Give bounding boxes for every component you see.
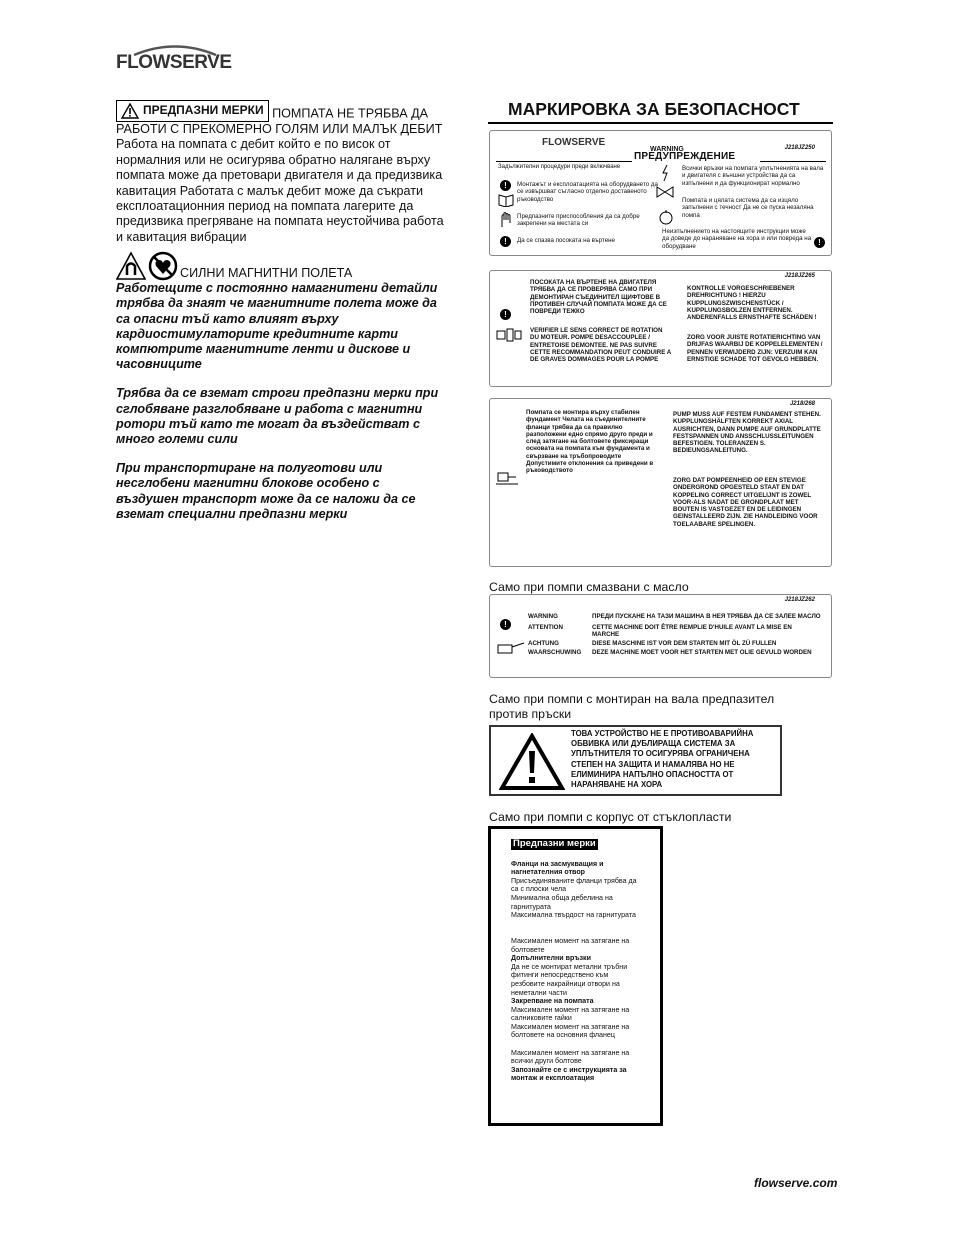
label4-t4: DEZE MACHINE MOET VOOR HET STARTEN MET OLIE GEVULD WORDEN bbox=[592, 649, 812, 656]
guard-line: НАРАНЯВАНЕ НА ХОРА bbox=[571, 780, 663, 790]
magnetic-heading bbox=[116, 251, 466, 281]
label1-warning-bg: ПРЕДУПРЕЖДЕНИЕ bbox=[634, 151, 736, 162]
label3-nl: ZORG DAT POMPEENHEID OP EEN STEVIGE ONDERGROND OPGESTELD STAAT EN DAT KOPPELING CORRECT UITGELIJNT IS ZOWEL VOOR-ALS NADAT DE GRONDPLAAT MET BOUTEN IS VASTGEZET EN DE LEIDINGEN GEINSTALLEERD ZIJN. ZIE HANDLEIDING VOOR TOELAABARE SPELINGEN. bbox=[673, 477, 818, 528]
text-line: компютрите магнитните ленти и дискове и bbox=[116, 342, 411, 357]
label3-code: J218/268 bbox=[789, 401, 815, 407]
text-line: предизвика прегряване на помпата неустойчива работа bbox=[116, 214, 444, 229]
label4-t2: CETTE MACHINE DOIT ÊTRE REMPLIE D'HUILE AVANT LA MISE EN MARCHE bbox=[592, 624, 792, 639]
left-column bbox=[116, 100, 466, 522]
text-line: експлоатационния период на помпата лагерите да bbox=[116, 199, 414, 214]
label4-exclaim-icon: ! bbox=[500, 619, 511, 630]
box-line: Максимален момент на затягане на bbox=[511, 1048, 630, 1057]
magnet-hazard-icon bbox=[116, 251, 146, 281]
warning-triangle-icon bbox=[121, 103, 139, 119]
label4-w3: ACHTUNG bbox=[528, 640, 559, 647]
box-line bbox=[511, 928, 661, 937]
caption-oil: Само при помпи смазвани с масло bbox=[489, 580, 689, 594]
box-line: Присъединяваните фланци трябва да bbox=[511, 876, 637, 885]
text-line: несглобени магнитни блокове особено с bbox=[116, 476, 380, 491]
box-line: всички други болтове bbox=[511, 1057, 582, 1066]
label3-de: PUMP MUSS AUF FESTEM FUNDAMENT STEHEN. KUPPLUNGSHÄLFTEN KORREKT AXIAL AUSRICHTEN, DANN PUMPE AUF GRUNDPLATTE FESTSPANNEN UND ANSSCHLUSSLEITUNGEN BEFESTIGEN. TOLERANZEN S. BEDIEUNGSANLEITUNG. bbox=[673, 411, 821, 455]
guard-label bbox=[489, 725, 782, 796]
oil-can-icon bbox=[496, 641, 526, 655]
foundation-icon bbox=[496, 469, 518, 487]
label2-code: J218JZ265 bbox=[784, 273, 815, 279]
text-line: много големи сили bbox=[116, 432, 238, 447]
text-line: Работа на помпата с дебит който е по висок от bbox=[116, 137, 391, 152]
p1-body bbox=[116, 122, 466, 245]
caption-guard bbox=[489, 692, 829, 722]
pump-fill-icon bbox=[658, 209, 674, 225]
text-line: и кавитация вибрации bbox=[116, 229, 247, 244]
magnetic-para-1 bbox=[116, 281, 466, 372]
caption-line: против пръски bbox=[489, 707, 572, 721]
safety-label-3 bbox=[489, 398, 832, 567]
text-line: нормалния или не осигурява обратно налягане върху bbox=[116, 152, 431, 167]
label1-right-3: Неизпълнението на настоящите инструкции може да доведе до нараняване на хора и или повреда на оборудване bbox=[662, 228, 812, 250]
label1-left-3: Да се спазва посоката на въртене bbox=[517, 237, 615, 244]
box-line: болтовете bbox=[511, 945, 545, 954]
label1-exclaim-icon-2: ! bbox=[500, 236, 511, 247]
guard-text bbox=[571, 729, 781, 790]
text-line: трябва да знаят че магнитните полета може да bbox=[116, 296, 437, 311]
precaution-box-lines bbox=[511, 860, 661, 1083]
box-line: гарнитурата bbox=[511, 902, 551, 911]
box-line bbox=[511, 1040, 661, 1049]
box-line: Закрепване на помпата bbox=[511, 997, 594, 1006]
caption-fiber: Само при помпи с корпус от стъклопласти bbox=[489, 810, 732, 824]
label4-w4: WAARSCHUWING bbox=[528, 649, 582, 656]
box-line: нагнетателния отвор bbox=[511, 868, 585, 877]
box-line bbox=[511, 920, 661, 929]
label2-bg: ПОСОКАТА НА ВЪРТЕНЕ НА ДВИГАТЕЛЯ ТРЯБВА ДА СЕ ПРОВЕРЯВА САМО ПРИ ДЕМОНТИРАН СЪЕДИНИТЕЛ ЩИФТОВЕ В ПРОТИВЕН СЛУЧАЙ ПОМПАТА МОЖЕ ДА СЕ ПОВРЕДИ ТЕЖКО bbox=[530, 279, 667, 316]
box-line: монтаж и експлоатация bbox=[511, 1074, 595, 1083]
box-line: Фланци на засмукващия и bbox=[511, 859, 604, 868]
label1-warning: WARNING bbox=[650, 146, 684, 153]
label1-logo: FLOWSERVE bbox=[542, 137, 606, 148]
guard-line: ТОВА УСТРОЙСТВО НЕ Е ПРОТИВОАВАРИЙНА bbox=[571, 729, 754, 738]
safety-label-4 bbox=[489, 594, 832, 678]
guard-line: ЕЛИМИНИРА НАПЪЛНО ОПАСНОСТТА ОТ bbox=[571, 769, 734, 779]
label1-right-1: Всички връзки на помпата уплътненията на вала и двигателя с външни устройства да са изпълнени и да функционират нормално bbox=[682, 165, 824, 187]
text-line: часовниците bbox=[116, 357, 202, 372]
label2-exclaim-icon: ! bbox=[500, 309, 511, 320]
electric-bolt-icon bbox=[660, 164, 672, 182]
label4-t1: ПРЕДИ ПУСКАНЕ НА ТАЗИ МАШИНА В НЕЯ ТРЯБВА ДА СЕ ЗАЛЕЕ МАСЛО bbox=[592, 613, 821, 620]
label1-code: J218JZ250 bbox=[784, 145, 815, 151]
box-line: Максимален момент на затягане на bbox=[511, 936, 630, 945]
box-line: Минимална обща дебелина на bbox=[511, 893, 613, 902]
box-line: болтовете на основния фланец bbox=[511, 1031, 615, 1040]
precaution-box-content bbox=[511, 839, 661, 1083]
label4-t3: DIESE MASCHINE IST VOR DEM STARTEN MIT ÖL ZÜ FULLEN bbox=[592, 640, 777, 647]
magnetic-title: СИЛНИ МАГНИТНИ ПОЛЕТА bbox=[180, 265, 353, 280]
box-line: Максимален момент на затягане на bbox=[511, 1005, 630, 1014]
label1-left-1: Монтажът и експлоатацията на оборудването да се извършват съгласно отделно доставеното ръководство bbox=[517, 181, 658, 203]
text-line: Работещите с постоянно намагнитени детайли bbox=[116, 281, 438, 296]
precaution-label: ПРЕДПАЗНИ МЕРКИ bbox=[116, 100, 269, 122]
warning-triangle-large-icon bbox=[499, 733, 565, 791]
label1-exclaim-icon-3: ! bbox=[814, 237, 825, 248]
section-title: МАРКИРОВКА ЗА БЕЗОПАСНОСТ bbox=[508, 99, 800, 119]
label1-exclaim-icon-1: ! bbox=[500, 180, 511, 191]
label1-left-2: Предпазните приспособления да са добре закрепени на местата си bbox=[517, 213, 640, 228]
label2-fr: VERIFIER LE SENS CORRECT DE ROTATION DU MOTEUR. POMPE DESACCOUPLEE / ENTRETOISE DEMONTEE. NE PAS SUIVRE CETTE RECOMMANDATION PEUT CONDUIRE A DE GRAVES DOMMAGES POUR LA POMPE bbox=[530, 327, 672, 364]
p1-lead: ПОМПАТА НЕ ТРЯБВА ДА bbox=[272, 106, 429, 121]
label1-rule-right bbox=[760, 161, 826, 162]
magnetic-para-3 bbox=[116, 461, 466, 522]
no-pacemaker-icon bbox=[148, 251, 178, 281]
label1-rule-left bbox=[496, 161, 632, 162]
text-line: помпата може да претовари двигателя и да предизвика bbox=[116, 168, 443, 183]
precaution-paragraph bbox=[116, 100, 466, 245]
label2-nl: ZORG VOOR JUISTE ROTATIERICHTING VAN DRIJFAS WAARBIJ DE KOPPELELEMENTEN / PENNEN VERWIJDERD ZIJN: VERZUIM KAN ERNSTIGE SCHADE TOT GEVOLG HEBBEN. bbox=[687, 334, 823, 363]
box-line: салниковите гайки bbox=[511, 1014, 572, 1023]
guard-line: СТЕПЕН НА ЗАЩИТА И НАМАЛЯВА НО НЕ bbox=[571, 759, 735, 769]
box-line: Запознайте се с инструкцията за bbox=[511, 1065, 627, 1074]
text-line: вземат специални предпазни мерки bbox=[116, 506, 348, 521]
precaution-box-title: Предпазни мерки bbox=[513, 838, 596, 849]
label1-right-2: Помпата и цялата система да са изцяло запълнени с течност Да не се пуска незаляна помпа bbox=[682, 197, 814, 219]
text-line: кавитация Работата с малък дебит може да съкрати bbox=[116, 183, 424, 198]
logo-text: FLOWSERVE bbox=[116, 52, 232, 73]
box-line: неметални части bbox=[511, 988, 567, 997]
text-line: кардиостимулаторите кредитните карти bbox=[116, 326, 398, 341]
text-line: При транспортиране на полуготови или bbox=[116, 461, 383, 476]
guard-line: ОБВИВКА ИЛИ ДУБЛИРАЩА СИСТЕМА ЗА bbox=[571, 739, 736, 749]
manual-book-icon bbox=[498, 193, 514, 207]
text-line: РАБОТИ С ПРЕКОМЕРНО ГОЛЯМ ИЛИ МАЛЪК ДЕБИТ bbox=[116, 122, 443, 136]
precaution-box-fiber bbox=[488, 826, 663, 1126]
label4-code: J218JZ262 bbox=[784, 597, 815, 603]
footer-site: flowserve.com bbox=[754, 1176, 838, 1190]
text-line: Трябва да се вземат строги предпазни мерки при bbox=[116, 386, 439, 401]
box-line: са с плоски чела bbox=[511, 885, 567, 894]
text-line: въздушен транспорт може да се наложи да се bbox=[116, 491, 416, 506]
box-line: Допълнителни връзки bbox=[511, 954, 591, 963]
box-line: Максимална твърдост на гарнитурата bbox=[511, 911, 636, 920]
flowserve-logo bbox=[116, 44, 232, 86]
guard-hand-icon bbox=[498, 211, 514, 229]
label2-de: KONTROLLE VORGESCHRIEBENER DREHRICHTUNG ! HIERZU KUPPLUNGSZWISCHENSTÜCK / KUPPLUNGSBOLZEN ENTFERNEN. ANDERENFALLS ERNSTHAFTE SCHÄDEN ! bbox=[687, 285, 817, 322]
title-rule bbox=[488, 122, 833, 124]
label3-bg: Помпата се монтира върху стабилен фундамент Челата на съединителните фланци трябва да са правилно разположени едно спрямо друго преди и след затягане на болтовете фиксиращи основата на помпата към фундамента и свързване на тръбопроводите Допустимите отклонения са приведени в ръководството bbox=[526, 409, 654, 475]
label4-w2: ATTENTION bbox=[528, 624, 563, 631]
text-line: са опасни тъй като влияят върху bbox=[116, 311, 339, 326]
text-line: ротори тъй като те могат да въздействат с bbox=[116, 416, 420, 431]
text-line: сглобяване разглобяване и работа с магнитни bbox=[116, 401, 423, 416]
box-line: Максимален момент на затягане на bbox=[511, 1022, 630, 1031]
caption-line: Само при помпи с монтиран на вала предпазител bbox=[489, 692, 775, 706]
safety-label-1 bbox=[489, 130, 832, 256]
box-line: Да не се монтират метални тръбни bbox=[511, 962, 628, 971]
valve-icon bbox=[656, 186, 674, 198]
guard-line: УПЛЪТНИТЕЛЯ ТО ОСИГУРЯВА ОГРАНИЧЕНА bbox=[571, 749, 750, 759]
label1-intro: Задължителни процедури преди включване bbox=[498, 164, 621, 170]
box-line: фитинги непосредствено към bbox=[511, 971, 609, 980]
safety-label-2 bbox=[489, 270, 832, 387]
magnetic-para-2 bbox=[116, 386, 466, 447]
box-line: резбовите накрайници отвори на bbox=[511, 979, 620, 988]
coupling-icon bbox=[496, 328, 522, 342]
label4-w1: WARNING bbox=[528, 613, 558, 620]
